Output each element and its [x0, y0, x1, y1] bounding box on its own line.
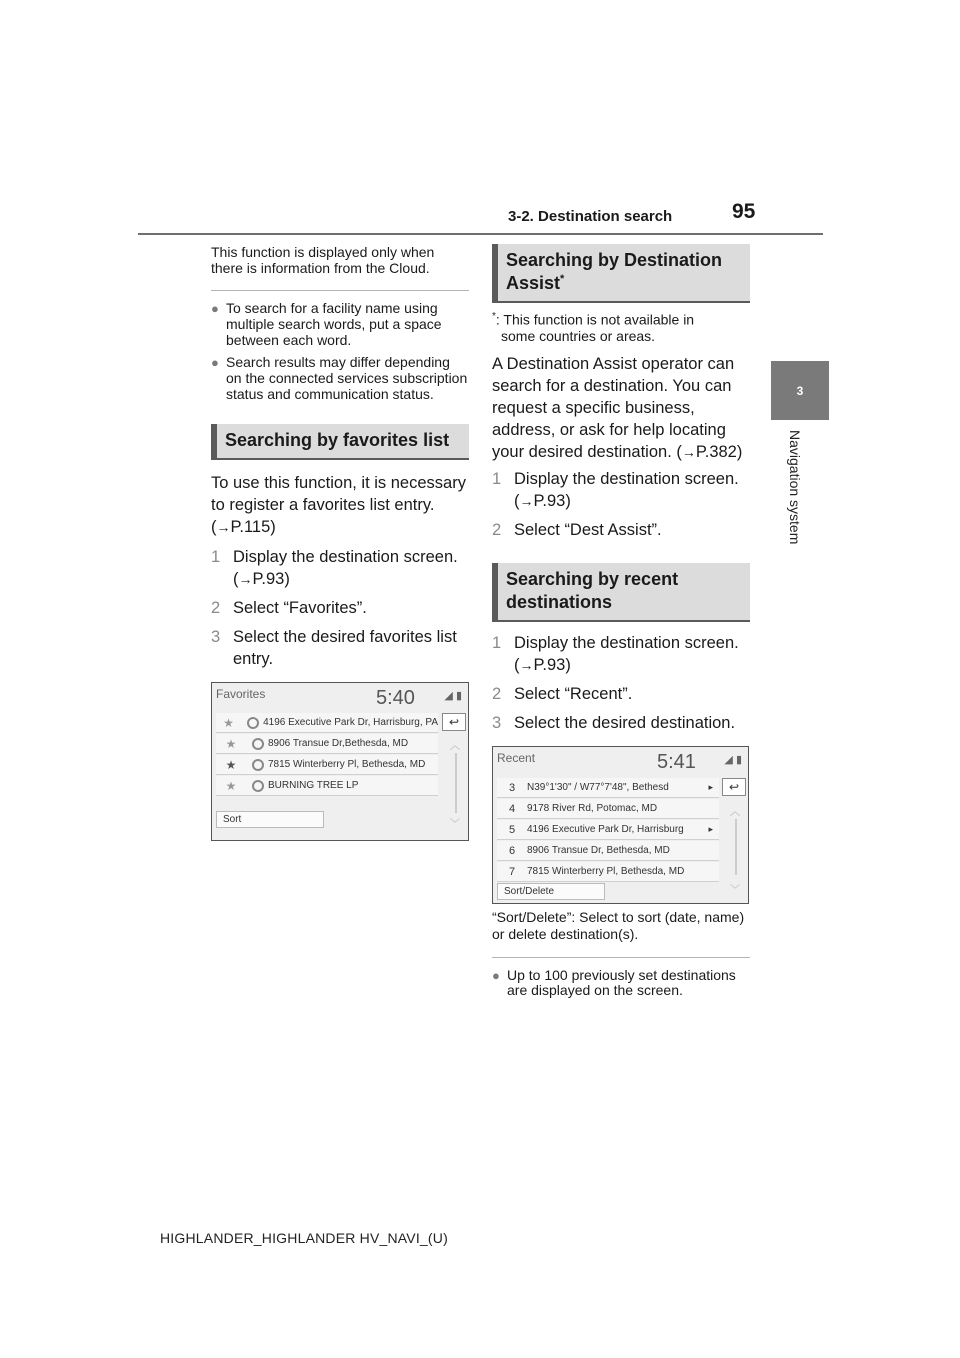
step-item: 2 Select “Dest Assist”.: [492, 520, 662, 539]
favorites-body: To use this function, it is necessary to register a favorites list entry. (→P.115): [211, 473, 466, 536]
sort-button[interactable]: Sort: [216, 811, 324, 828]
flag-icon: ▸: [708, 824, 713, 835]
chapter-tab: 3: [771, 361, 829, 420]
list-item[interactable]: 3 N39°1'30" / W77°7'48", Bethesd ▸: [497, 778, 719, 798]
list-item[interactable]: 5 4196 Executive Park Dr, Harrisburg ▸: [497, 820, 719, 840]
step-item: 3 Select the desired favorites list entry.: [211, 628, 457, 669]
intro-text: This function is displayed only when there is information from the Cloud.: [211, 244, 435, 277]
page-ref-link[interactable]: P.93): [252, 570, 290, 589]
favorites-screenshot: [211, 682, 469, 841]
list-item[interactable]: ★ 4196 Executive Park Dr, Harrisburg, PA: [216, 713, 438, 733]
place-icon: [252, 738, 264, 750]
screen-title: Recent: [497, 751, 536, 766]
footnote: *: This function is not available in some countries or areas.: [492, 310, 695, 345]
chapter-label: Navigation system: [787, 430, 803, 545]
list-item[interactable]: 7 7815 Winterberry Pl, Bethesda, MD: [497, 862, 719, 882]
step-item: 2 Select “Recent”.: [492, 684, 633, 703]
scroll-up-icon[interactable]: ︿: [730, 807, 740, 819]
divider: [211, 290, 469, 291]
recent-screenshot: [492, 746, 749, 904]
arrow-icon: →: [216, 518, 231, 535]
recent-heading: Searching by recent destinations: [492, 563, 750, 622]
arrow-icon: →: [519, 656, 534, 673]
list-item[interactable]: ★ BURNING TREE LP: [216, 776, 438, 796]
bullet-item: ● Search results may differ depending on the connected services subscription status and communication status.: [211, 354, 468, 402]
flag-icon: ▸: [708, 782, 713, 793]
list-item[interactable]: 4 9178 River Rd, Potomac, MD: [497, 799, 719, 819]
arrow-icon: →: [238, 571, 253, 588]
screen-title: Favorites: [216, 687, 266, 702]
back-icon[interactable]: ↩: [442, 713, 466, 731]
step-item: 1 Display the destination screen. (→P.93): [492, 633, 739, 674]
scroll-up-icon[interactable]: ︿: [450, 741, 460, 753]
page-ref-link[interactable]: P.93): [533, 655, 571, 674]
step-item: 3 Select the desired destination.: [492, 714, 736, 733]
bullet-icon: ●: [492, 967, 500, 983]
screen-clock: 5:41: [657, 751, 696, 774]
star-icon: ★: [223, 715, 234, 730]
arrow-icon: →: [681, 444, 696, 461]
scrollbar[interactable]: [455, 753, 457, 813]
page-ref-link[interactable]: P.93): [533, 491, 571, 510]
list-item[interactable]: ★ 7815 Winterberry Pl, Bethesda, MD: [216, 755, 438, 775]
page-ref-link[interactable]: P.115): [230, 517, 276, 536]
document-footer: HIGHLANDER_HIGHLANDER HV_NAVI_(U): [160, 1230, 448, 1246]
right-column: [492, 244, 750, 1006]
place-icon: [252, 759, 264, 771]
sort-delete-button[interactable]: Sort/Delete: [497, 883, 605, 900]
header-rule: [138, 233, 823, 235]
step-item: 2 Select “Favorites”.: [211, 599, 367, 618]
list-item[interactable]: 6 8906 Transue Dr, Bethesda, MD: [497, 841, 719, 861]
bullet-item: ● To search for a facility name using multiple search words, put a space between each word.: [211, 300, 442, 348]
left-column: [211, 244, 469, 841]
step-item: 1 Display the destination screen. (→P.93): [492, 469, 739, 510]
bullet-item: ● Up to 100 previously set destinations are displayed on the screen.: [492, 966, 736, 999]
star-icon: ★: [225, 778, 237, 793]
signal-icon: ◢ ▮: [724, 754, 742, 767]
divider: [492, 957, 750, 958]
assist-body: A Destination Assist operator can search for a destination. You can request a specific business, address, or ask for help locating your desired destination. (→P.382): [492, 355, 743, 462]
screen-caption: “Sort/Delete”: Select to sort (date, name) or delete destination(s).: [492, 909, 745, 942]
star-icon: ★: [225, 736, 237, 751]
bullet-icon: ●: [211, 355, 219, 371]
section-title: 3-2. Destination search: [508, 208, 673, 225]
assist-heading: Searching by Destination Assist*: [492, 244, 750, 303]
place-icon: [252, 780, 264, 792]
star-icon: ★: [225, 757, 237, 772]
page-number: 95: [732, 200, 756, 223]
screen-clock: 5:40: [376, 687, 415, 710]
favorites-heading: Searching by favorites list: [211, 424, 469, 459]
back-icon[interactable]: ↩: [722, 778, 746, 796]
place-icon: [247, 717, 259, 729]
step-item: 1 Display the destination screen. (→P.93): [211, 547, 458, 589]
signal-icon: ◢ ▮: [444, 690, 462, 703]
scroll-down-icon[interactable]: ﹀: [450, 819, 460, 831]
scrollbar[interactable]: [735, 819, 737, 875]
arrow-icon: →: [519, 492, 534, 509]
bullet-icon: ●: [211, 301, 219, 317]
scroll-down-icon[interactable]: ﹀: [730, 885, 740, 897]
page-ref-link[interactable]: P.382): [695, 443, 743, 462]
list-item[interactable]: ★ 8906 Transue Dr,Bethesda, MD: [216, 734, 438, 754]
